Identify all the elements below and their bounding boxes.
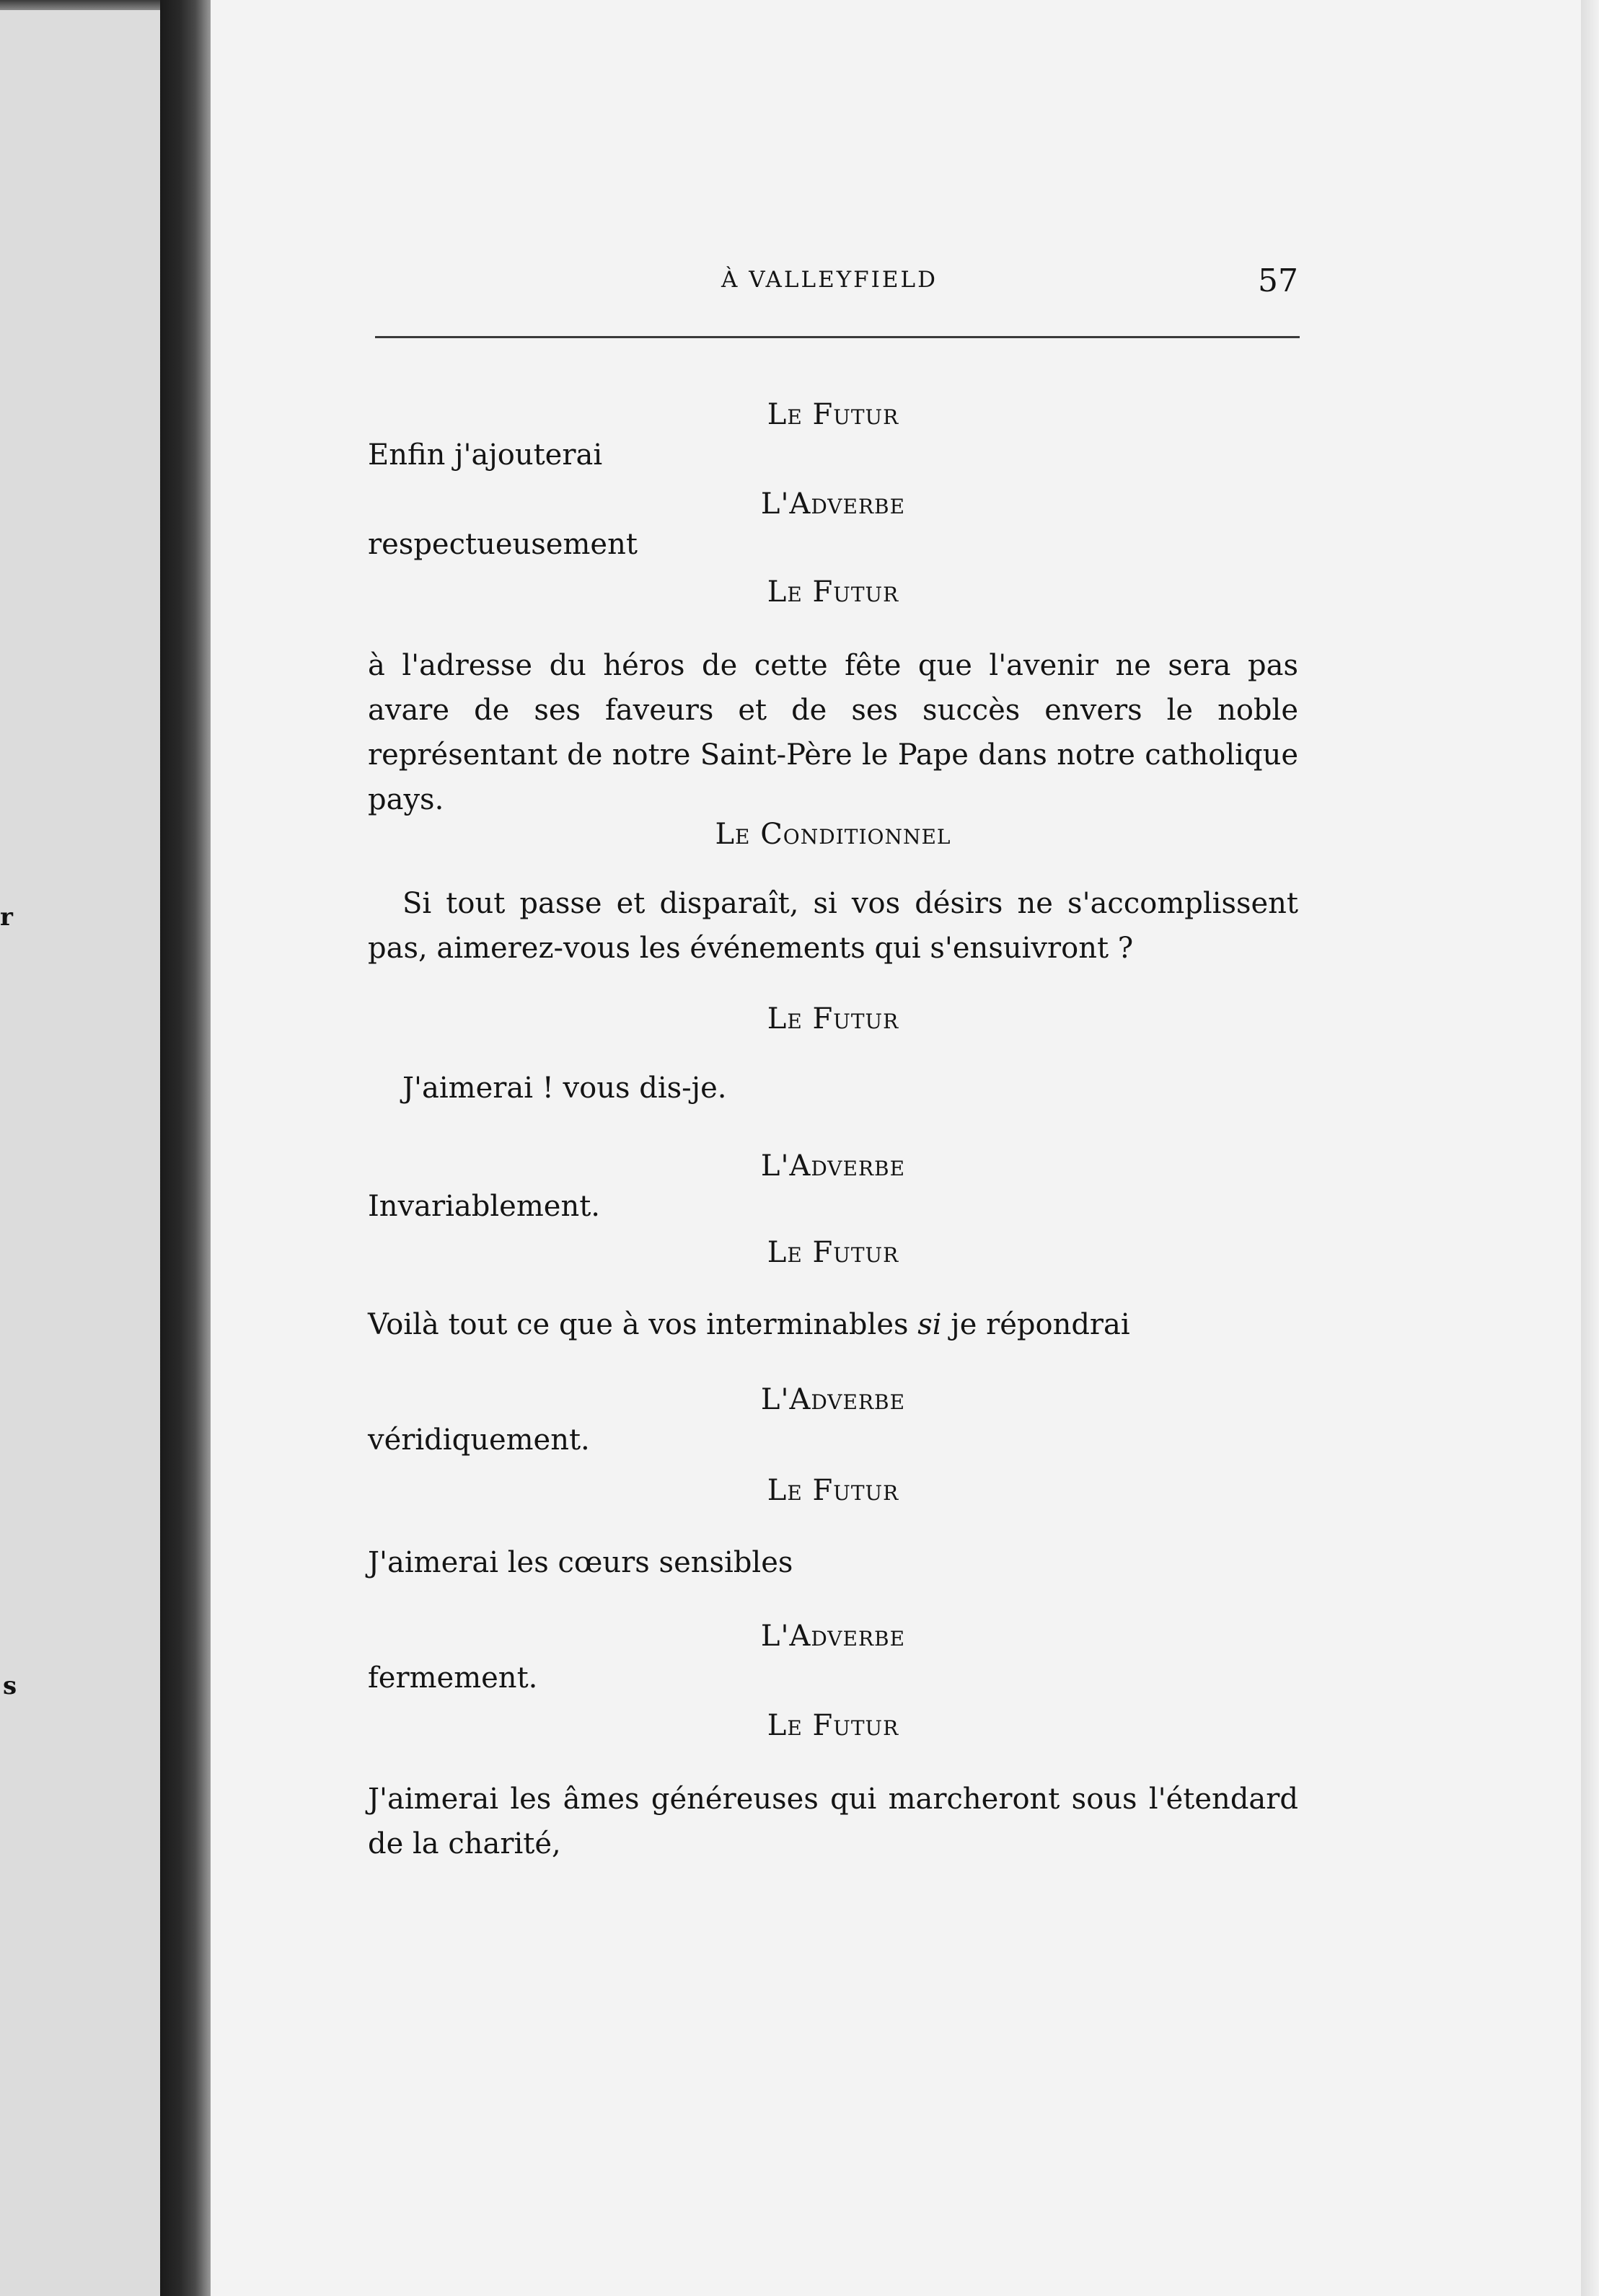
header-rule (375, 336, 1300, 338)
speaker-l-adverbe: L'Adverbe (760, 487, 906, 521)
dialogue-paragraph: à l'adresse du héros de cette fête que l'avenir ne sera pas avare de ses faveurs et de ses succès envers le noble représentant de notre Saint-Père le Pape dans notre catholique pays. (368, 649, 1298, 816)
speaker-l-adverbe: L'Adverbe (760, 1383, 906, 1416)
italic-word: si (917, 1308, 942, 1341)
speaker-l-adverbe: L'Adverbe (760, 1620, 906, 1653)
dialogue-line: fermement. (368, 1661, 538, 1695)
dialogue-text: je répondrai (941, 1308, 1130, 1341)
speaker-le-futur: Le Futur (767, 1474, 899, 1507)
stray-mark: r (0, 903, 13, 932)
running-title: À VALLEYFIELD (721, 267, 938, 293)
speaker-le-futur: Le Futur (767, 1236, 899, 1269)
book-spine-shadow (160, 0, 211, 2296)
dialogue-paragraph: Si tout passe et disparaît, si vos désirs ne s'accomplissent pas, aimerez-vous les événements qui s'ensuivront ? (368, 887, 1298, 965)
running-head (368, 262, 1298, 303)
speaker-le-conditionnel: Le Conditionnel (715, 818, 951, 851)
dialogue-paragraph: J'aimerai les âmes généreuses qui marcheront sous l'étendard de la charité, (368, 1783, 1298, 1860)
dialogue-line: J'aimerai les cœurs sensibles (368, 1546, 793, 1579)
page-number: 57 (1258, 262, 1298, 299)
speaker-le-futur: Le Futur (767, 1709, 899, 1742)
dialogue-line: respectueusement (368, 528, 638, 561)
page-right-edge (1581, 0, 1599, 2296)
dialogue-line: J'aimerai ! vous dis-je. (402, 1072, 727, 1105)
dialogue-line: Invariablement. (368, 1190, 600, 1223)
speaker-l-adverbe: L'Adverbe (760, 1149, 906, 1183)
dialogue-line (368, 1302, 1298, 1347)
dialogue-text: Voilà tout ce que à vos interminables (368, 1308, 918, 1341)
speaker-le-futur: Le Futur (767, 1002, 899, 1036)
dialogue-line: véridiquement. (368, 1423, 590, 1457)
speaker-le-futur: Le Futur (767, 575, 899, 609)
scanner-margin (0, 0, 160, 2296)
dialogue-line: Enfin j'ajouterai (368, 438, 603, 472)
stray-mark: s (3, 1672, 17, 1700)
speaker-le-futur: Le Futur (767, 398, 899, 431)
